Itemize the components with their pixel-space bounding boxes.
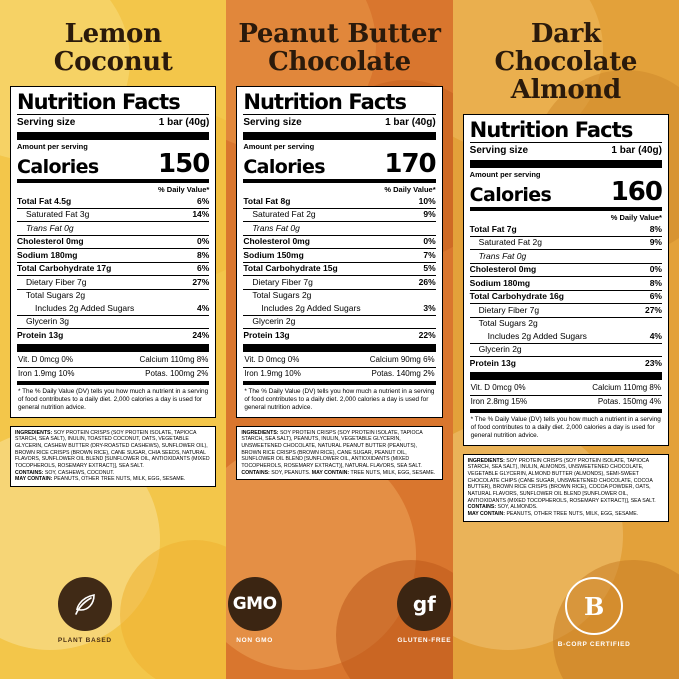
- badge-glyph: GMO: [232, 594, 277, 614]
- nutrient-name: Cholesterol 0mg: [469, 264, 537, 275]
- badge-label: NON GMO: [236, 637, 273, 644]
- nutrient-name: Sodium 180mg: [469, 277, 531, 288]
- nutrient-name: Sodium 180mg: [17, 249, 78, 260]
- amount-per-serving-label: Amount per serving: [17, 142, 88, 152]
- calories-value: 170: [384, 148, 436, 179]
- daily-value-footnote: * The % Daily Value (DV) tells you how much a nutrient in a serving of food contributes to a daily diet. 2,000 calories a day is used for general nutrition advice.: [470, 409, 662, 442]
- nutrient-name: Saturated Fat 2g: [252, 209, 316, 220]
- nutrient-dv: 6%: [197, 195, 210, 206]
- nutrient-name: Total Sugars 2g: [478, 318, 538, 329]
- nutrient-name: Total Carbohydrate 16g: [469, 291, 564, 302]
- daily-value-header: % Daily Value*: [384, 184, 436, 194]
- nutrition-facts-title: Nutrition Facts: [469, 118, 633, 143]
- nutrient-name: Includes 2g Added Sugars: [487, 330, 587, 341]
- nutrient-dv: 8%: [649, 277, 662, 288]
- nutrient-name: Trans Fat 0g: [26, 222, 74, 233]
- iron-value: Iron 1.9mg 10%: [18, 368, 75, 378]
- nutrient-dv: 8%: [649, 223, 662, 234]
- nutrient-dv: 27%: [192, 276, 210, 287]
- daily-value-footnote: * The % Daily Value (DV) tells you how much a nutrient in a serving of food contributes to a daily diet. 2,000 calories a day is used for general nutrition advice.: [17, 381, 209, 414]
- leaf-icon: [58, 577, 112, 631]
- certification-badges: [0, 567, 679, 679]
- potassium-value: Potas. 100mg 2%: [145, 368, 209, 378]
- iron-value: Iron 1.9mg 10%: [244, 368, 301, 378]
- potassium-value: Potas. 140mg 2%: [371, 368, 435, 378]
- nutrient-dv: 8%: [197, 249, 210, 260]
- nutrient-dv: 10%: [418, 195, 436, 206]
- serving-size-label: Serving size: [243, 117, 302, 129]
- nutrition-facts-title: Nutrition Facts: [243, 90, 407, 115]
- vitamin-row: [243, 367, 435, 381]
- nutrient-dv: 6%: [649, 291, 662, 302]
- contains-text: SOY, CASHEWS, COCONUT.: [43, 469, 115, 476]
- serving-size-label: Serving size: [469, 145, 529, 157]
- calories-row: [17, 148, 210, 179]
- flavor-title: Dark Chocolate Almond: [494, 19, 638, 106]
- ingredients-text: SOY PROTEIN CRISPS (SOY PROTEIN ISOLATE, TAPIOCA STARCH, SEA SALT), PEANUTS, INULIN, VEGETABLE GLYCERIN, UNSWEETENED CHOCOLATE, NATURAL PEANUT BUTTER (PEANUTS), BROWN RICE CRISPS (BROWN RICE), CANE SUGAR, PEANUT OIL, SUNFLOWER OIL BLEND [SUNFLOWER OIL, ANTIOXIDANTS (MIXED TOCOPHEROLS, ROSEMARY EXTRACT)], NATURAL FLAVORS, SEA SALT.: [241, 429, 423, 469]
- calories-label: Calories: [17, 155, 99, 178]
- nutrient-name: Total Fat 8g: [243, 195, 291, 206]
- nutrient-dv: 9%: [649, 237, 662, 248]
- amount-per-serving-label: Amount per serving: [243, 142, 315, 152]
- daily-value-footnote: * The % Daily Value (DV) tells you how much a nutrient in a serving of food contributes to a daily diet. 2,000 calories a day is used for general nutrition advice.: [243, 381, 435, 414]
- ingredients-block: [10, 426, 216, 487]
- nutrition-facts-title: Nutrition Facts: [17, 90, 180, 115]
- badge-gluten-free: [340, 567, 510, 679]
- gluten-free-icon: [397, 577, 451, 631]
- serving-size-label: Serving size: [17, 117, 76, 129]
- serving-size-row: [470, 144, 662, 158]
- contains-label: CONTAINS:: [241, 469, 270, 476]
- calories-value: 150: [158, 148, 210, 179]
- nutrient-name: Total Carbohydrate 15g: [243, 263, 338, 274]
- nutrient-name: Protein 13g: [17, 329, 64, 340]
- nutrient-dv: 0%: [423, 236, 436, 247]
- nutrient-dv: 14%: [192, 209, 210, 220]
- may-contain-label: MAY CONTAIN:: [15, 476, 53, 483]
- may-contain-text: TREE NUTS, MILK, EGG, SESAME.: [349, 469, 436, 476]
- vitamin-row: [17, 354, 209, 367]
- may-contain-text: PEANUTS, OTHER TREE NUTS, MILK, EGG, SESAME.: [505, 511, 639, 518]
- nutrient-name: Dietary Fiber 7g: [252, 276, 313, 287]
- daily-value-header: % Daily Value*: [158, 184, 210, 194]
- badge-label: GLUTEN-FREE: [397, 637, 452, 644]
- nutrient-dv: 22%: [418, 329, 436, 340]
- nutrient-dv: 3%: [423, 302, 436, 313]
- nutrient-dv: 5%: [423, 263, 436, 274]
- nutrient-name: Total Carbohydrate 17g: [17, 263, 112, 274]
- nutrient-name: Dietary Fiber 7g: [26, 276, 87, 287]
- nutrient-dv: 27%: [644, 304, 662, 315]
- flavor-title: Lemon Coconut: [53, 19, 173, 78]
- calories-row: [243, 148, 436, 179]
- nutrient-name: Sodium 150mg: [243, 249, 304, 260]
- serving-size-value: 1 bar (40g): [385, 117, 436, 129]
- nutrient-name: Saturated Fat 3g: [26, 209, 90, 220]
- vitamin-d-value: Vit. D 0mcg 0%: [244, 354, 300, 364]
- badge-label: PLANT BASED: [57, 637, 112, 644]
- may-contain-label: MAY CONTAIN:: [311, 469, 350, 476]
- calories-row: [469, 176, 662, 207]
- badge-non-gmo: [170, 567, 340, 679]
- ingredients-label: INGREDIENTS:: [15, 429, 53, 436]
- serving-size-value: 1 bar (40g): [611, 145, 662, 157]
- nutrient-dv: 23%: [644, 357, 662, 368]
- nutrient-name: Total Fat 4.5g: [17, 195, 72, 206]
- nutrition-facts-label: [463, 114, 669, 446]
- calcium-value: Calcium 110mg 8%: [139, 354, 209, 364]
- nutrition-facts-label: [236, 86, 442, 418]
- nutrient-name: Cholesterol 0mg: [17, 236, 84, 247]
- nutrient-dv: 4%: [649, 330, 662, 341]
- nutrient-name: Protein 13g: [243, 329, 290, 340]
- nutrient-dv: 6%: [197, 263, 210, 274]
- calcium-value: Calcium 90mg 6%: [369, 354, 435, 364]
- nutrition-facts-label: [10, 86, 216, 418]
- badge-glyph: B: [583, 591, 605, 621]
- nutrient-name: Includes 2g Added Sugars: [35, 302, 135, 313]
- nutrient-name: Glycerin 2g: [252, 316, 296, 327]
- iron-value: Iron 2.8mg 15%: [470, 396, 528, 406]
- contains-label: CONTAINS:: [467, 504, 497, 511]
- daily-value-header: % Daily Value*: [610, 212, 662, 222]
- nutrient-dv: 0%: [649, 264, 662, 275]
- nutrient-name: Glycerin 3g: [26, 316, 69, 327]
- nutrient-dv: 24%: [192, 329, 210, 340]
- ingredients-block: [463, 454, 669, 522]
- serving-size-row: [17, 116, 209, 130]
- calories-label: Calories: [469, 183, 552, 206]
- vitamin-row: [470, 395, 662, 409]
- nutrient-dv: 26%: [418, 276, 436, 287]
- may-contain-label: MAY CONTAIN:: [467, 511, 506, 518]
- ingredients-block: [236, 426, 442, 481]
- ingredients-text: SOY PROTEIN CRISPS (SOY PROTEIN ISOLATE, TAPIOCA STARCH, SEA SALT), INULIN, TOASTED COCONUT, OATS, VEGETABLE GLYCERIN, CASHEW BUTTER (DRY-ROASTED CASHEWS), SUNFLOWER OIL), BROWN RICE CRISPS (BROWN RICE), CANE SUGAR, CHIA SEEDS, NATURAL FLAVORS, SUNFLOWER OIL BLEND [SUNFLOWER OIL, ANTIOXIDANTS (MIXED TOCOPHEROLS, ROSEMARY EXTRACT)], SEA SALT.: [15, 429, 210, 469]
- nutrient-dv: 7%: [423, 249, 436, 260]
- badge-plant-based: [0, 567, 170, 679]
- badge-label: B-CORP CERTIFIED: [557, 641, 631, 648]
- contains-label: CONTAINS:: [15, 469, 44, 476]
- contains-text: SOY, ALMONDS.: [496, 504, 538, 511]
- nutrient-name: Trans Fat 0g: [478, 250, 527, 261]
- flavor-title: Peanut Butter Chocolate: [238, 19, 441, 78]
- vitamin-row: [17, 367, 209, 381]
- calories-value: 160: [610, 176, 662, 207]
- nutrient-name: Glycerin 2g: [478, 344, 522, 355]
- contains-text: SOY, PEANUTS.: [269, 469, 311, 476]
- ingredients-text: SOY PROTEIN CRISPS (SOY PROTEIN ISOLATE, TAPIOCA STARCH, SEA SALT), INULIN, ALMONDS, UNSWEETENED CHOCOLATE, VEGETABLE GLYCERIN, ALMOND BUTTER (ALMONDS), SEMI-SWEET CHOCOLATE CHIPS (CANE SUGAR, UNSWEETENED CHOCOLATE, COCOA BUTTER), BROWN RICE CRISPS (BROWN RICE), COCOA POWDER, OATS, NATURAL FLAVORS, SUNFLOWER OIL BLEND [SUNFLOWER OIL, ANTIOXIDANTS (MIXED TOCOPHEROLS, ROSEMARY EXTRACT)], SEA SALT.: [467, 457, 656, 504]
- potassium-value: Potas. 150mg 4%: [597, 396, 661, 406]
- non-gmo-icon: [228, 577, 282, 631]
- vitamin-row: [470, 382, 662, 395]
- calcium-value: Calcium 110mg 8%: [592, 382, 661, 392]
- calories-label: Calories: [243, 155, 325, 178]
- nutrient-name: Total Sugars 2g: [252, 290, 312, 301]
- nutrient-name: Total Fat 7g: [469, 223, 517, 234]
- nutrient-name: Trans Fat 0g: [252, 222, 300, 233]
- nutrient-dv: 0%: [197, 236, 210, 247]
- amount-per-serving-label: Amount per serving: [469, 170, 541, 180]
- vitamin-d-value: Vit. D 0mcg 0%: [18, 354, 73, 364]
- ingredients-label: INGREDIENTS:: [241, 429, 279, 436]
- nutrient-name: Dietary Fiber 7g: [478, 304, 540, 315]
- nutrient-dv: 9%: [423, 209, 436, 220]
- nutrient-name: Protein 13g: [469, 357, 516, 368]
- nutrient-name: Saturated Fat 2g: [478, 237, 542, 248]
- may-contain-text: PEANUTS, OTHER TREE NUTS, MILK, EGG, SESAME.: [52, 476, 186, 483]
- b-corp-icon: [565, 577, 623, 635]
- vitamin-d-value: Vit. D 0mcg 0%: [470, 382, 526, 392]
- nutrient-name: Includes 2g Added Sugars: [261, 302, 361, 313]
- nutrient-name: Total Sugars 2g: [26, 290, 86, 301]
- nutrient-dv: 4%: [197, 302, 210, 313]
- nutrient-name: Cholesterol 0mg: [243, 236, 310, 247]
- serving-size-row: [243, 116, 435, 130]
- serving-size-value: 1 bar (40g): [158, 117, 210, 129]
- ingredients-label: INGREDIENTS:: [467, 457, 505, 464]
- vitamin-row: [243, 354, 435, 367]
- badge-glyph: gf: [412, 592, 436, 616]
- badge-b-corp: [509, 567, 679, 679]
